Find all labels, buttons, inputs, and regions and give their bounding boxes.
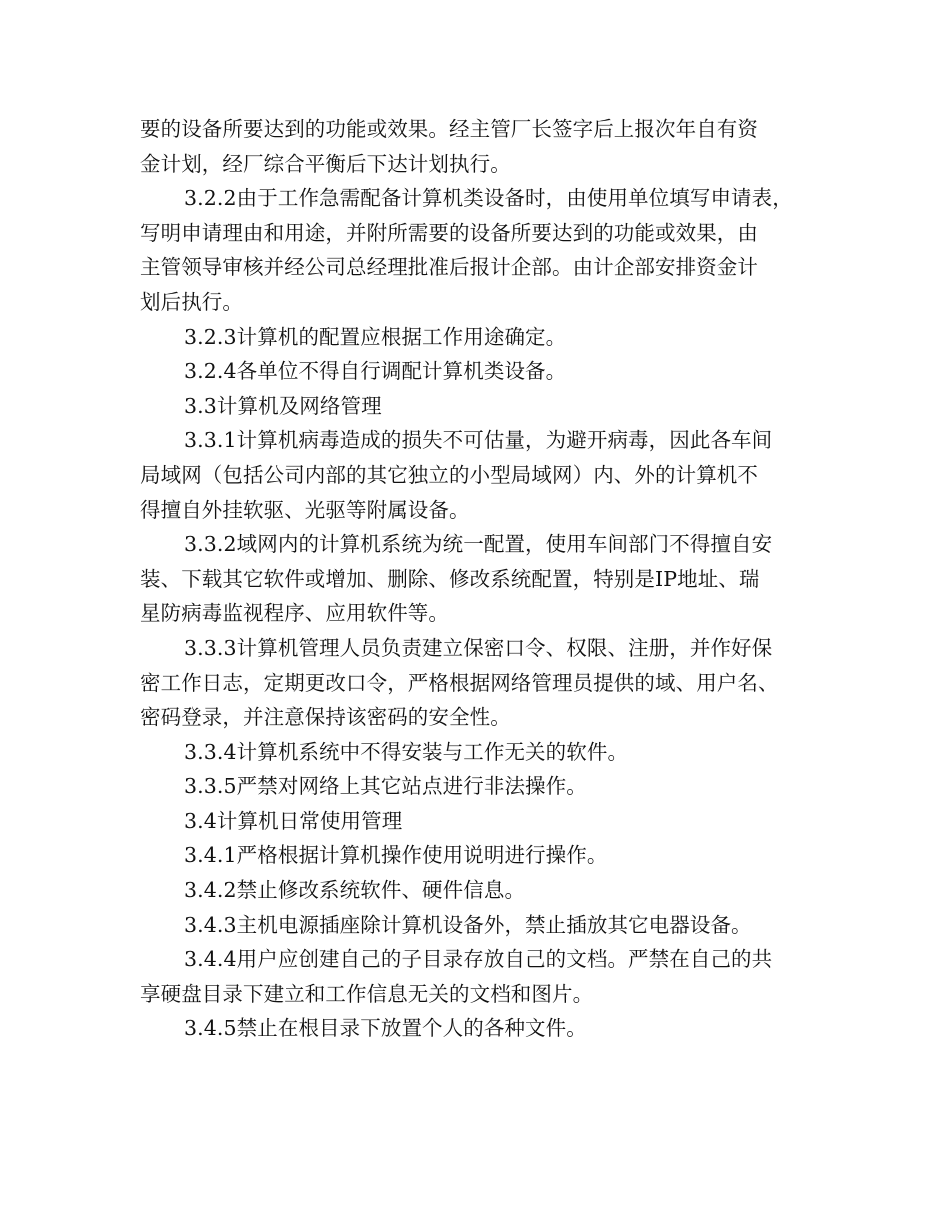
text-line: 3.2.2由于工作急需配备计算机类设备时，由使用单位填写申请表， xyxy=(184,186,793,211)
text-line: 3.4.1严格根据计算机操作使用说明进行操作。 xyxy=(184,843,608,868)
text-line: 3.4.5禁止在根目录下放置个人的各种文件。 xyxy=(184,1016,587,1041)
text-line: 要的设备所要达到的功能或效果。经主管厂长签字后上报次年自有资 xyxy=(140,117,758,141)
text-line: 装、下载其它软件或增加、删除、修改系统配置，特别是IP地址、瑞 xyxy=(140,566,760,591)
text-line: 3.2.4各单位不得自行调配计算机类设备。 xyxy=(184,359,567,384)
text-line: 3.3.5严禁对网络上其它站点进行非法操作。 xyxy=(184,774,587,799)
text-line: 密码登录，并注意保持该密码的安全性。 xyxy=(140,705,511,730)
text-line: 3.3.1计算机病毒造成的损失不可估量，为避开病毒，因此各车间 xyxy=(184,428,773,453)
text-line: 3.4.3主机电源插座除计算机设备外，禁止插放其它电器设备。 xyxy=(184,912,752,937)
text-line: 享硬盘目录下建立和工作信息无关的文档和图片。 xyxy=(140,981,594,1006)
text-line: 3.3.2域网内的计算机系统为统一配置，使用车间部门不得擅自安 xyxy=(184,532,773,557)
text-line: 得擅自外挂软驱、光驱等附属设备。 xyxy=(140,497,470,522)
text-line: 主管领导审核并经公司总经理批准后报计企部。由计企部安排资金计 xyxy=(140,255,758,280)
text-line: 局域网（包括公司内部的其它独立的小型局域网）内、外的计算机不 xyxy=(140,462,758,487)
text-line: 3.3.3计算机管理人员负责建立保密口令、权限、注册，并作好保 xyxy=(184,635,773,660)
text-line: 星防病毒监视程序、应用软件等。 xyxy=(140,601,449,626)
text-line: 3.3计算机及网络管理 xyxy=(184,393,382,418)
text-line: 金计划，经厂综合平衡后下达计划执行。 xyxy=(140,151,511,176)
text-line: 3.3.4计算机系统中不得安装与工作无关的软件。 xyxy=(184,739,629,764)
text-line: 3.4.2禁止修改系统软件、硬件信息。 xyxy=(184,878,526,903)
text-line: 3.4.4用户应创建自己的子目录存放自己的文档。严禁在自己的共 xyxy=(184,947,773,972)
text-line: 写明申请理由和用途，并附所需要的设备所要达到的功能或效果，由 xyxy=(140,220,758,245)
document-body xyxy=(140,112,830,1046)
text-line: 3.2.3计算机的配置应根据工作用途确定。 xyxy=(184,324,567,349)
text-line: 划后执行。 xyxy=(140,289,243,314)
text-line: 密工作日志，定期更改口令，严格根据网络管理员提供的域、用户名、 xyxy=(140,670,779,695)
text-line: 3.4计算机日常使用管理 xyxy=(184,808,403,833)
